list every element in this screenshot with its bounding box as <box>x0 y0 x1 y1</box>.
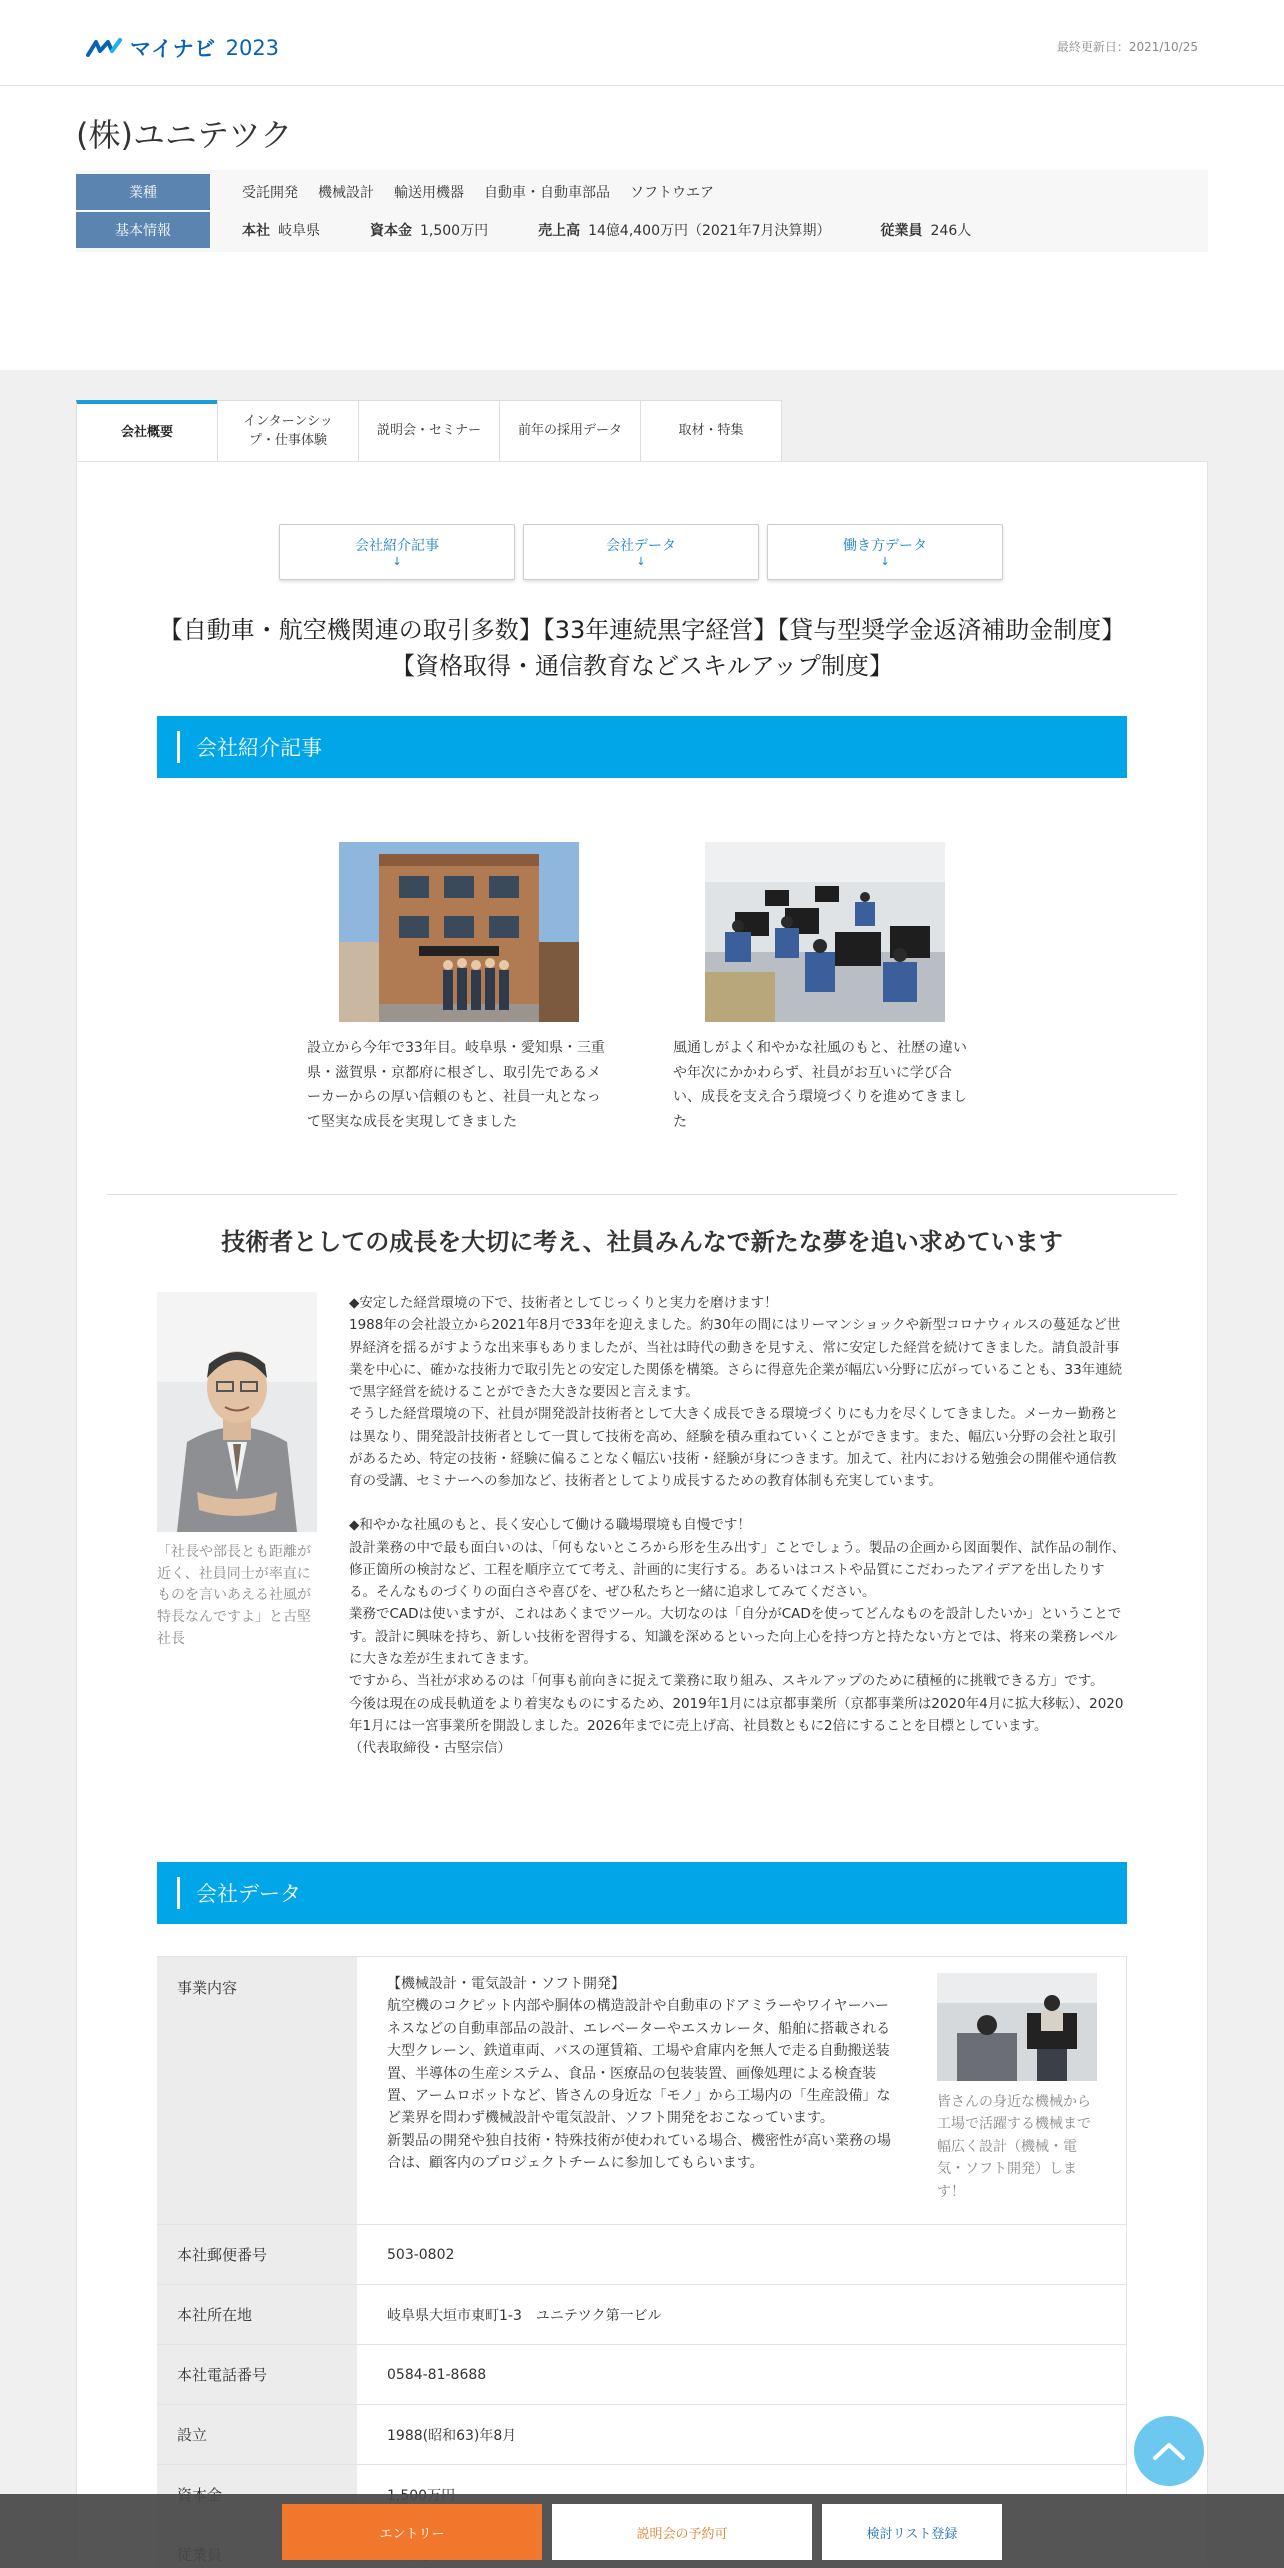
section-bar <box>177 1877 180 1909</box>
table-value: 0584-81-8688 <box>357 2345 1127 2404</box>
table-value: 岐阜県大垣市東町1-3 ユニテツク第一ビル <box>357 2285 1127 2344</box>
anchor-intro-article[interactable]: 会社紹介記事 ↓ <box>279 524 515 580</box>
page-tabs <box>76 400 781 462</box>
mynavi-logo-mark-icon <box>86 38 124 58</box>
message-paragraph: 1988年の会社設立から2021年8月で33年を迎えました。約30年の間にはリーマンショックや新型コロナウィルスの蔓延など世界経済を揺るがすような出来事もありましたが、当社は時代の動きを見すえ、常に安定した経営を続けてきました。請負設計事業を中心に、確かな技術力で取引先との安定した関係を構築。さらに得意先企業が幅広い分野に広がっていることも、33年連続で黒字経営を続けることができた大きな要因と言えます。 <box>349 1317 1123 1401</box>
catch-copy: 【自動車・航空機関連の取引多数】【33年連続黒字経営】【貸与型奨学金返済補助金制度】【資格取得・通信教育などスキルアップ制度】 <box>158 616 1126 680</box>
article-subtitle: 技術者としての成長を大切に考え、社員みんなで新たな夢を追い求めています <box>221 1228 1063 1256</box>
last-updated: 最終更新日：2021/10/25 <box>1056 40 1198 54</box>
tab-seminar[interactable]: 説明会・セミナー <box>358 400 500 462</box>
industry-item[interactable]: 自動車・自動車部品 <box>484 185 610 201</box>
tab-company-overview[interactable]: 会社概要 <box>76 400 218 462</box>
tab-features[interactable]: 取材・特集 <box>640 400 782 462</box>
section-bar <box>177 731 180 763</box>
table-head: 本社電話番号 <box>157 2345 357 2404</box>
industry-row <box>76 174 1208 210</box>
arrow-down-icon: ↓ <box>636 555 646 569</box>
basic-info-list <box>242 220 1021 240</box>
president-message <box>349 1292 1129 1759</box>
industry-item[interactable]: ソフトウエア <box>630 185 714 201</box>
basic-info-label: 基本情報 <box>76 212 210 248</box>
message-paragraph: 業務でCADは使いますが、これはあくまでツール。大切なのは「自分がCADを使ってどんなものを設計したいか」ということです。設計に興味を持ち、新しい技術を習得する、知識を深めるといった向上心を持つ方と持たない方とでは、将来の業務レベルに大きな差が生まれてきます。 <box>349 1606 1122 1667</box>
message-signature: （代表取締役・古堅宗信） <box>349 1740 511 1757</box>
table-head: 事業内容 <box>157 1957 357 2224</box>
back-to-top-button[interactable] <box>1134 2416 1204 2486</box>
photo-caption-2: 風通しがよく和やかな社風のもと、社歴の違いや年次にかかわらず、社員がお互いに学び合い、成長を支え合う環境づくりを進めてきました <box>673 1040 967 1130</box>
section-header-intro: 会社紹介記事 <box>157 716 1127 778</box>
message-paragraph: ですから、当社が求めるのは「何事も前向きに捉えて業務に取り組み、スキルアップのために積極的に挑戦できる方」です。 <box>349 1673 1104 1690</box>
table-value: 1988(昭和63)年8月 <box>357 2405 1127 2464</box>
anchor-workstyle-data[interactable]: 働き方データ ↓ <box>767 524 1003 580</box>
anchor-company-data[interactable]: 会社データ ↓ <box>523 524 759 580</box>
anchor-links <box>279 524 1003 580</box>
company-name: (株)ユニテツク <box>76 116 293 154</box>
industry-item[interactable]: 受託開発 <box>242 185 298 201</box>
table-row <box>157 2405 1127 2465</box>
logo-year: 2023 <box>225 36 280 60</box>
tab-internship[interactable]: インターンシップ・仕事体験 <box>217 400 359 462</box>
basic-info-row <box>76 212 1208 248</box>
president-photo-caption: 「社長や部長とも距離が近く、社員同士が率直にものを言いあえる社風が特長なんですよ」と古堅社長 <box>157 1544 311 1647</box>
president-photo <box>157 1292 317 1532</box>
basic-info-sales: 売上高 14億4,400万円（2021年7月決算期） <box>538 223 831 239</box>
basic-info-employees: 従業員 246人 <box>880 223 972 239</box>
add-to-list-button[interactable]: 検討リスト登録 <box>822 2504 1002 2560</box>
table-head: 本社郵便番号 <box>157 2225 357 2284</box>
arrow-down-icon: ↓ <box>880 555 890 569</box>
table-value: 503-0802 <box>357 2225 1127 2284</box>
table-value <box>357 1957 1127 2224</box>
main-content <box>76 461 1208 2568</box>
section-divider <box>107 1194 1177 1195</box>
table-head: 本社所在地 <box>157 2285 357 2344</box>
site-header <box>0 0 1284 86</box>
seminar-reservation-button[interactable]: 説明会の予約可 <box>552 2504 812 2560</box>
business-photo <box>937 1973 1097 2081</box>
message-paragraph: 今後は現在の成長軌道をより着実なものにするため、2019年1月には京都事業所（京都事業所は2020年4月に拡大移転）、2020年1月には一宮事業所を開設しました。2026年までに売上げ高、社員数ともに2倍にすることを目標としています。 <box>349 1695 1124 1734</box>
table-row <box>157 1957 1127 2225</box>
business-photo-block <box>937 1973 1097 2203</box>
industry-label: 業種 <box>76 174 210 210</box>
tab-recruit-data[interactable]: 前年の採用データ <box>499 400 641 462</box>
entry-button[interactable]: エントリー <box>282 2504 542 2560</box>
table-head: 設立 <box>157 2405 357 2464</box>
business-text: 【機械設計・電気設計・ソフト開発】 航空機のコクピット内部や胴体の構造設計や自動車のドアミラーやワイヤーハーネスなどの自動車部品の設計、エレベーターやエスカレータ、船舶に搭載される大型クレーン、鉄道車両、バスの運賃箱、工場や倉庫内を無人で走る自動搬送装置、半導体の生産システム、食品・医療品の包装装置、画像処理による検査装置、アームロボットなど、皆さんの身近な「モノ」から工場内の「生産設備」など業界を問わず機械設計や電気設計、ソフト開発をおこなっています。 新製品の開発や独自技術・特殊技術が使われている場合、機密性が高い業務の場合は、顧客内のプロジェクトチームに参加してもらいます。 <box>387 1976 891 2172</box>
table-row <box>157 2345 1127 2405</box>
mynavi-logo[interactable] <box>86 34 279 62</box>
industry-list <box>242 182 714 202</box>
message-heading-1: ◆安定した経営環境の下で、技術者としてじっくりと実力を磨けます！ <box>349 1295 778 1311</box>
industry-item[interactable]: 機械設計 <box>318 185 374 201</box>
office-photo <box>705 842 945 1022</box>
section-header-company-data: 会社データ <box>157 1862 1127 1924</box>
business-content <box>357 1957 1097 2203</box>
chevron-up-icon <box>1152 2441 1186 2461</box>
logo-text: マイナビ <box>130 37 216 61</box>
building-photo <box>339 842 579 1022</box>
bottom-action-bar <box>0 2494 1284 2568</box>
message-paragraph: 設計業務の中で最も面白いのは、「何もないところから形を生み出す」ことでしょう。製品の企画から図面製作、試作品の制作、修正箇所の検討など、工程を順序立てて考え、計画的に実行する。あるいはコストや品質にこだわったアイデアを出したりする。そんなものづくりの面白さや喜びを、ぜひ私たちと一緒に追求してみてください。 <box>349 1539 1126 1601</box>
industry-item[interactable]: 輸送用機器 <box>394 185 464 201</box>
message-heading-2: ◆和やかな社風のもと、長く安心して働ける職場環境も自慢です！ <box>349 1517 751 1534</box>
message-paragraph: そうした経営環境の下、社員が開発設計技術者として大きく成長できる環境づくりにも力を尽くしてきました。メーカー勤務とは異なり、開発設計技術者として一貫して技術を高め、経験を積み重ねていくことができます。また、幅広い分野の会社と取引があるため、特定の技術・経験に偏ることなく幅広い技術・経験が身につきます。加えて、社内における勉強会の開催や通信教育の受講、セミナーへの参加など、技術者としてより成長するための教育体制も充実しています。 <box>349 1406 1119 1490</box>
photo-caption-1: 設立から今年で33年目。岐阜県・愛知県・三重県・滋賀県・京都府に根ざし、取引先であるメーカーからの厚い信頼のもと、社員一丸となって堅実な成長を実現してきました <box>307 1040 605 1130</box>
basic-info-hq: 本社 岐阜県 <box>242 223 320 239</box>
business-photo-caption: 皆さんの身近な機械から工場で活躍する機械まで幅広く設計（機械・電気・ソフト開発）します！ <box>937 2094 1091 2200</box>
basic-info-capital: 資本金 1,500万円 <box>370 223 489 239</box>
company-info-box <box>76 170 1208 252</box>
company-data-table <box>157 1956 1127 2568</box>
arrow-down-icon: ↓ <box>392 555 402 569</box>
table-row <box>157 2285 1127 2345</box>
table-row <box>157 2225 1127 2285</box>
